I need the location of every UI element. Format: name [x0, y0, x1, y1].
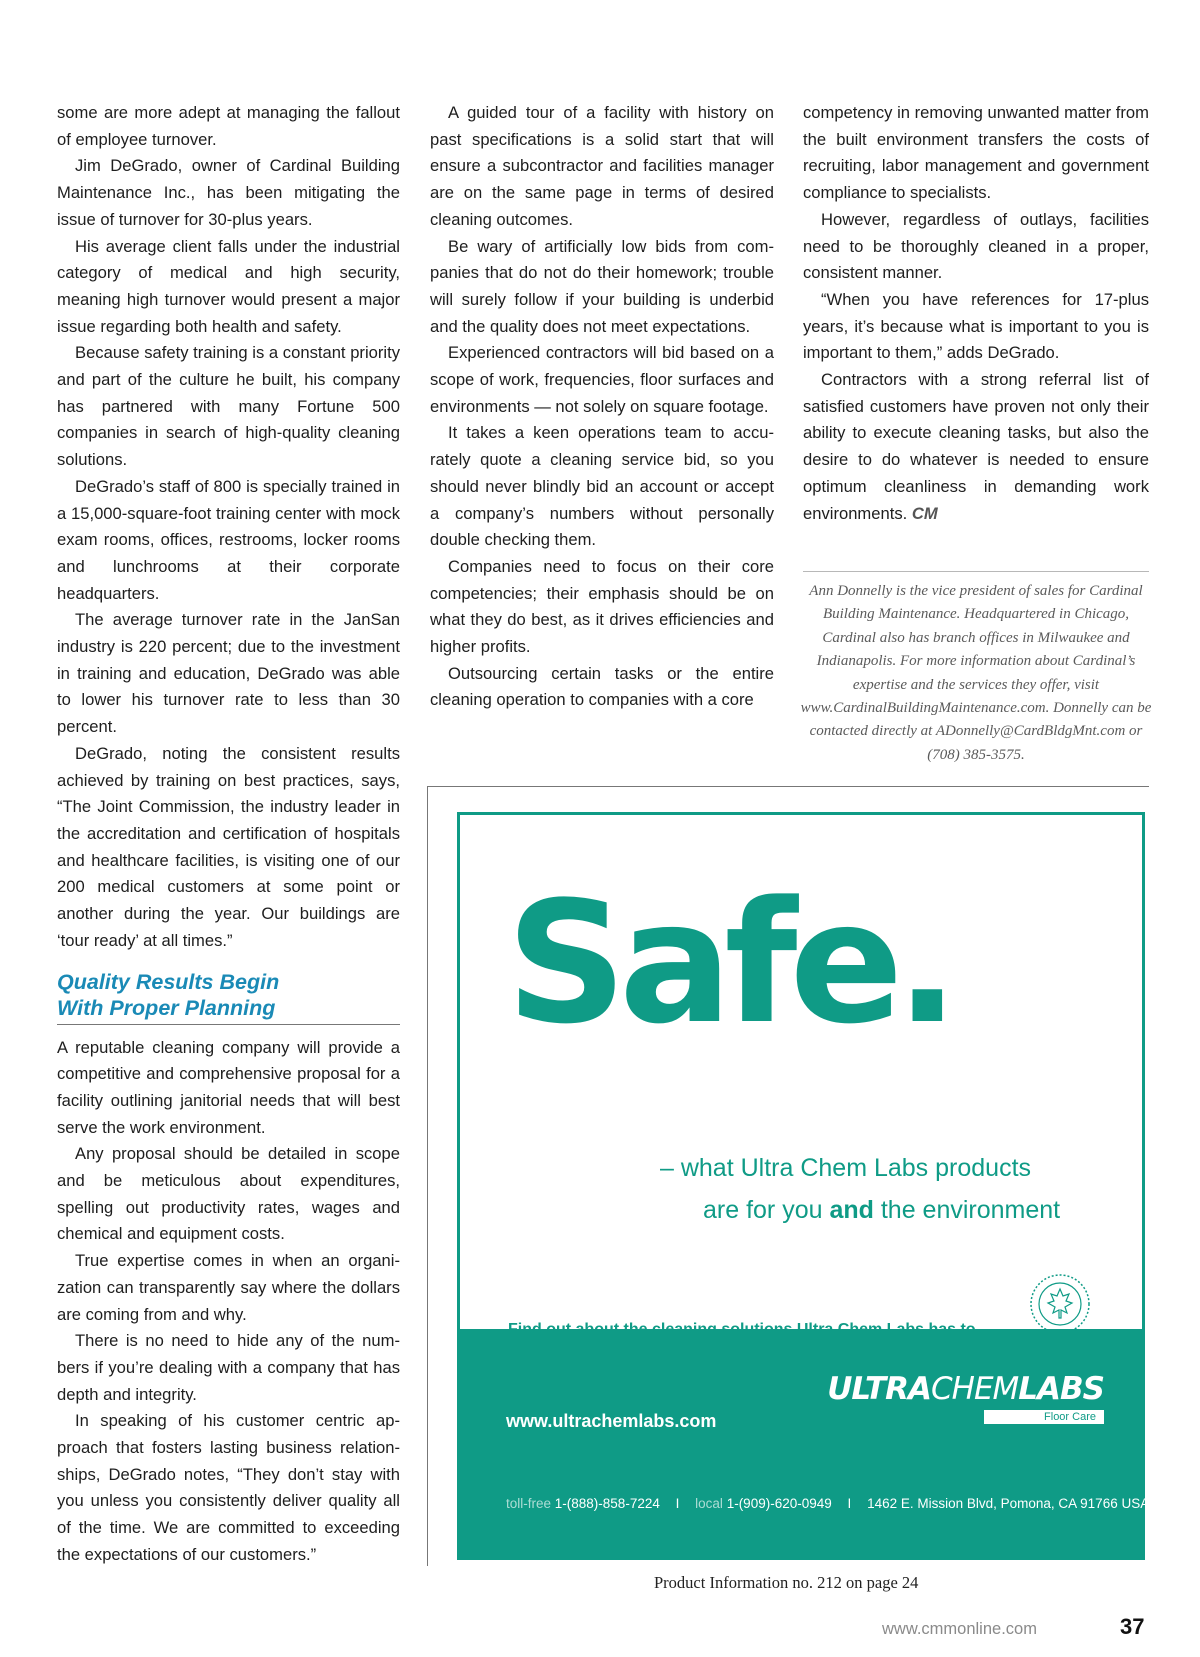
paragraph: Outsourcing certain tasks or the entire cleaning operation to companies with a core	[430, 663, 774, 710]
paragraph: Experienced contractors will bid based on a scope of work, frequencies, floor surfaces and environments — not solely on square footage.	[430, 343, 774, 416]
address: 1462 E. Mission Blvd, Pomona, CA 91766 USA	[867, 1496, 1150, 1511]
brand-part: CHEM	[931, 1371, 1019, 1407]
ad-contact-line	[506, 1496, 1149, 1511]
bio-divider	[803, 571, 1149, 572]
paragraph: Any proposal should be detailed in scope and be meticulous about expenditures, spelling out productivity rates, wages and chemical and equipment costs.	[57, 1144, 400, 1244]
paragraph: Jim DeGrado, owner of Cardinal Building Maintenance Inc., has been mitigating the issue of turnover for 30-plus years.	[57, 156, 400, 229]
section-subheading	[57, 969, 400, 1025]
article-column-1	[57, 100, 400, 1569]
paragraph: DeGrado’s staff of 800 is specially trained in a 15,000-square-foot training center with mock exam rooms, offices, restrooms, locker rooms and lunchrooms at their corporate headquarters.	[57, 476, 400, 603]
ad-website-link[interactable]: www.ultrachemlabs.com	[506, 1411, 717, 1431]
paragraph: It takes a keen operations team to accurately quote a cleaning service bid, so you should never blindly bid an account or accept a company’s numbers without personally double checking them.	[430, 423, 774, 550]
local-label: local	[695, 1496, 723, 1511]
paragraph: True expertise comes in when an organization can transparently say where the dollars are coming from and why.	[57, 1251, 400, 1324]
paragraph: A reputable cleaning company will provide a competitive and comprehensive proposal for a facility outlining janitorial needs that will best serve the work environment.	[57, 1037, 400, 1137]
paragraph: “When you have references for 17-plus years, it’s because what is important to you is important to them,” adds DeGrado.	[803, 289, 1149, 363]
maple-leaf-seal-icon	[1029, 1273, 1091, 1335]
ad-contact-band	[460, 1329, 1150, 1557]
subheading-line-2: With Proper Planning	[57, 995, 276, 1020]
paragraph-text: Contractors with a strong referral list of satisfied customers have proven not only their ability to execute cleaning tasks, but also the desire to do whatever is needed to ensure optimum cleanliness in demanding work environments.	[803, 370, 1149, 523]
paragraph: Because safety training is a constant priority and part of the culture he built, his company has partnered with many Fortune 500 companies in search of high-quality cleaning solutions.	[57, 343, 400, 470]
brand-subtitle: Floor Care	[984, 1410, 1104, 1424]
footer-url[interactable]: www.cmmonline.com	[882, 1620, 1037, 1638]
ad-tagline-line-2	[703, 1195, 1060, 1225]
article-column-2	[430, 100, 774, 714]
product-info-note: Product Information no. 212 on page 24	[654, 1573, 919, 1592]
separator: I	[675, 1496, 680, 1511]
paragraph: Be wary of artificially low bids from companies that do not do their homework; trouble will surely follow if your building is underbid and the quality does not meet expectations.	[430, 236, 774, 336]
tagline-text: are for you	[703, 1196, 830, 1224]
tagline-text: the environment	[873, 1196, 1061, 1224]
paragraph: The average turnover rate in the JanSan industry is 220 percent; due to the investment in training and education, DeGrado was able to lower his turnover rate to less than 30 percent.	[57, 610, 400, 737]
page-number: 37	[1120, 1614, 1145, 1639]
ultrachemlabs-logo	[827, 1371, 1104, 1425]
tollfree-number: 1-(888)-858-7224	[554, 1496, 660, 1511]
author-bio: Ann Donnelly is the vice president of sales for Cardinal Building Maintenance. Headquartered in Chicago, Cardinal also has branch offices in Milwaukee and Indianapolis. For more information about Cardinal’s expertise and the services they offer, visit www.CardinalBuildingMaintenance.com. Donnelly can be contacted directly at ADonnelly@CardBldgMnt.com or (708) 385-3575.	[800, 583, 1152, 763]
end-mark: CM	[911, 503, 938, 523]
paragraph: His average client falls under the industrial category of medical and high security, meaning high turnover would present a major issue regarding both health and safety.	[57, 236, 400, 336]
subheading-line-1: Quality Results Begin	[57, 969, 280, 994]
brand-name	[827, 1371, 1104, 1407]
paragraph	[803, 367, 1149, 527]
advertisement[interactable]	[457, 812, 1150, 1560]
separator: I	[847, 1496, 852, 1511]
paragraph: some are more adept at managing the fallout of employee turnover.	[57, 103, 400, 149]
local-number: 1-(909)-620-0949	[726, 1496, 832, 1511]
paragraph: However, regardless of outlays, facilities need to be thoroughly cleaned in a proper, consistent manner.	[803, 209, 1149, 283]
paragraph: In speaking of his customer centric approach that fosters lasting business relationships, DeGrado notes, “They don’t stay with you unless you consistently deliver quality all of the time. We are committed to exceeding the expectations of our customers.”	[57, 1411, 400, 1564]
brand-part: LABS	[1018, 1371, 1104, 1407]
article-column-3	[803, 100, 1149, 527]
paragraph: Companies need to focus on their core competencies; their emphasis should be on what they do best, as it drives efficiencies and higher profits.	[430, 556, 774, 657]
tollfree-label: toll-free	[506, 1496, 552, 1511]
ad-tagline-line-1: – what Ultra Chem Labs products	[660, 1154, 1032, 1182]
brand-part: ULTRA	[827, 1371, 931, 1407]
tagline-bold: and	[829, 1196, 874, 1224]
ad-headline: Safe.	[506, 865, 952, 1061]
paragraph: There is no need to hide any of the numbers if you’re dealing with a company that has depth and integrity.	[57, 1331, 400, 1404]
paragraph: competency in removing unwanted matter from the built environment transfers the costs of recruiting, labor management and government compliance to specialists.	[803, 103, 1149, 203]
paragraph: DeGrado, noting the consistent results achieved by training on best practices, says, “The Joint Commission, the industry leader in the accreditation and certification of hospitals and healthcare facilities, is visiting one of our 200 medical customers at some point or another during the year. Our buildings are ‘tour ready’ at all times.”	[57, 743, 400, 950]
paragraph: A guided tour of a facility with history on past specifications is a solid start that will ensure a subcontractor and facilities manager are on the same page in terms of desired cleaning outcomes.	[430, 103, 774, 229]
